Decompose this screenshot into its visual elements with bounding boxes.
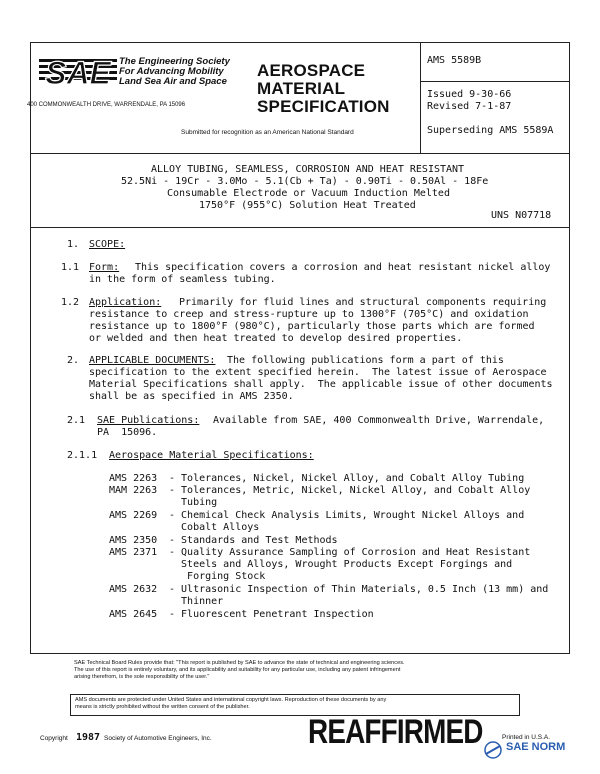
title-divider bbox=[31, 153, 569, 154]
org-line-3: Land Sea Air and Space bbox=[119, 76, 227, 87]
org-line-2: For Advancing Mobility bbox=[119, 66, 224, 77]
section-1-number: 1. bbox=[67, 239, 80, 250]
sae-logo bbox=[39, 55, 117, 89]
rules-line-3: arising therefrom, is the sole responsibility of the user." bbox=[74, 674, 210, 680]
sae-logo-text: SAE bbox=[45, 55, 111, 89]
header-right bbox=[421, 43, 569, 153]
title-line-2: 52.5Ni - 19Cr - 3.0Mo - 5.1(Cb + Ta) - 0.90Ti - 0.50Al - 18Fe bbox=[121, 176, 489, 187]
section-2-text-3: Material Specifications shall apply. The applicable issue of other documents bbox=[89, 379, 553, 390]
ams-description-line: - Standards and Test Methods bbox=[169, 535, 338, 546]
ams-description-line: - Tolerances, Metric, Nickel, Nickel Alloy, and Cobalt Alloy bbox=[169, 485, 531, 496]
section-2-text-2: specification to the extent specified herein. The latest issue of Aerospace bbox=[89, 367, 547, 378]
section-1-1-text-2: in the form of seamless tubing. bbox=[89, 274, 276, 285]
section-1-title: SCOPE: bbox=[89, 239, 126, 250]
section-2-text-4: shall be as specified in AMS 2350. bbox=[89, 391, 294, 402]
reaffirmed-stamp: REAFFIRMED bbox=[308, 713, 483, 751]
address: 400 COMMONWEALTH DRIVE, WARRENDALE, PA 15096 bbox=[27, 101, 186, 108]
uns-number: UNS N07718 bbox=[491, 210, 552, 221]
section-1-2-text-4: or welded and then heat treated to develop desired properties. bbox=[89, 333, 463, 344]
section-1-1-number: 1.1 bbox=[61, 262, 80, 273]
section-1-2-text-3: resistance up to 1800°F (980°C), particularly those parts which are formed bbox=[89, 321, 535, 332]
section-1-2-text-1: Primarily for fluid lines and structural components requiring bbox=[179, 297, 547, 308]
spec-title-2: MATERIAL bbox=[257, 79, 346, 98]
section-2-1-1-label: Aerospace Material Specifications: bbox=[109, 450, 314, 461]
copyright-line-1: AMS documents are protected under United States and international copyright laws. Reproduction of these documents by any bbox=[75, 697, 387, 703]
ams-description-line: Thinner bbox=[169, 596, 224, 607]
section-2-1-1-number: 2.1.1 bbox=[67, 450, 98, 461]
section-1-2-number: 1.2 bbox=[61, 297, 80, 308]
header-left bbox=[27, 43, 421, 153]
ams-code: AMS 2371 bbox=[109, 547, 158, 558]
section-1-2-label: Application: bbox=[89, 297, 162, 308]
revised-date: Revised 7-1-87 bbox=[427, 101, 512, 112]
section-2-label: APPLICABLE DOCUMENTS: bbox=[89, 355, 216, 366]
section-2-number: 2. bbox=[67, 355, 80, 366]
ams-code: AMS 2263 bbox=[109, 473, 158, 484]
spec-title-1: AEROSPACE bbox=[257, 61, 366, 80]
issued-date: Issued 9-30-66 bbox=[427, 89, 512, 100]
section-2-1-text-2: PA 15096. bbox=[97, 427, 158, 438]
document-frame bbox=[27, 42, 570, 654]
body-divider bbox=[31, 227, 569, 228]
sae-norm-emblem-icon bbox=[482, 740, 504, 760]
title-line-4: 1750°F (955°C) Solution Heat Treated bbox=[199, 200, 416, 211]
title-line-1: ALLOY TUBING, SEAMLESS, CORROSION AND HEAT RESISTANT bbox=[151, 164, 465, 175]
submitted-note: Submitted for recognition as an American National Standard bbox=[181, 129, 354, 136]
printed-in: Printed in U.S.A. bbox=[502, 734, 551, 741]
ams-code: AMS 2350 bbox=[109, 535, 158, 546]
copyright-society: Society of Automotive Engineers, Inc. bbox=[104, 735, 212, 742]
org-line-1: The Engineering Society bbox=[119, 56, 230, 67]
doc-number: AMS 5589B bbox=[427, 55, 482, 66]
sae-norm-watermark: SAE NORM bbox=[506, 741, 566, 753]
copyright-line-2: means is strictly prohibited without the written consent of the publisher. bbox=[75, 704, 250, 710]
ams-code: AMS 2632 bbox=[109, 584, 158, 595]
header-divider bbox=[421, 81, 569, 82]
copyright-label: Copyright bbox=[40, 735, 68, 742]
title-line-3: Consumable Electrode or Vacuum Induction Melted bbox=[167, 188, 450, 199]
ams-code: MAM 2263 bbox=[109, 485, 158, 496]
ams-code: AMS 2645 bbox=[109, 609, 158, 620]
ams-description-line: - Ultrasonic Inspection of Thin Materials, 0.5 Inch (13 mm) and bbox=[169, 584, 549, 595]
section-2-1-number: 2.1 bbox=[67, 415, 86, 426]
section-2-text-1: The following publications form a part of this bbox=[227, 355, 504, 366]
ams-description-line: Cobalt Alloys bbox=[169, 522, 260, 533]
copyright-year: 1987 bbox=[76, 732, 101, 743]
ams-description-line: - Chemical Check Analysis Limits, Wrought Nickel Alloys and bbox=[169, 510, 525, 521]
rules-line-1: SAE Technical Board Rules provide that: "This report is published by SAE to advance the state of technical and engineering sciences. bbox=[74, 660, 405, 666]
ams-description-line: - Tolerances, Nickel, Nickel Alloy, and Cobalt Alloy Tubing bbox=[169, 473, 525, 484]
section-1-1-label: Form: bbox=[89, 262, 120, 273]
ams-description-line: Tubing bbox=[169, 497, 218, 508]
ams-description-line: - Fluorescent Penetrant Inspection bbox=[169, 609, 374, 620]
section-1-2-text-2: resistance to creep and stress-rupture up to 1300°F (705°C) and oxidation bbox=[89, 309, 529, 320]
ams-description-line: Steels and Alloys, Wrought Products Except Forgings and bbox=[169, 559, 513, 570]
ams-code: AMS 2269 bbox=[109, 510, 158, 521]
superseding: Superseding AMS 5589A bbox=[427, 125, 554, 136]
spec-title-3: SPECIFICATION bbox=[257, 97, 390, 116]
section-1-1-text-1: This specification covers a corrosion and heat resistant nickel alloy bbox=[135, 262, 551, 273]
ams-description-line: Forging Stock bbox=[169, 571, 266, 582]
section-2-1-label: SAE Publications: bbox=[97, 415, 200, 426]
section-2-1-text-1: Available from SAE, 400 Commonwealth Drive, Warrendale, bbox=[213, 415, 545, 426]
ams-description-line: - Quality Assurance Sampling of Corrosion and Heat Resistant bbox=[169, 547, 531, 558]
rules-line-2: The use of this report is entirely voluntary, and its applicability and suitability for any particular use, including any patent infringement bbox=[74, 667, 401, 673]
